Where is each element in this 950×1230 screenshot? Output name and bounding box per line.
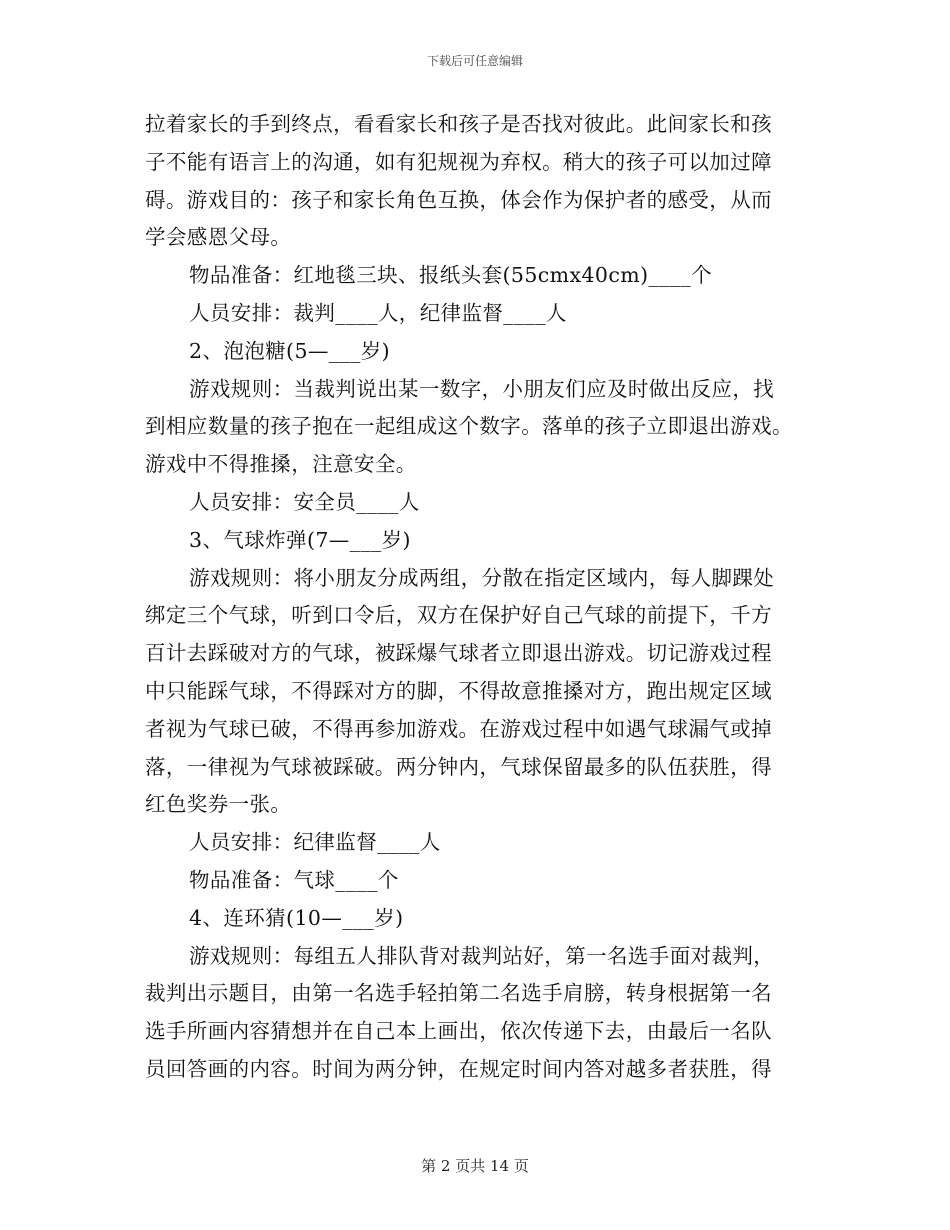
text-line: 中只能踩气球，不得踩对方的脚，不得故意推搡对方，跑出规定区域: [145, 678, 772, 703]
text-line: 游戏规则：将小朋友分成两组，分散在指定区域内，每人脚踝处: [189, 565, 775, 590]
section-heading: 4、连环猜(10—___岁): [189, 905, 404, 930]
text-line: 物品准备：红地毯三块、报纸头套(55cmx40cm)____个: [189, 263, 712, 288]
text-line: 物品准备：气球____个: [189, 867, 399, 892]
text-line: 碍。游戏目的：孩子和家长角色互换，体会作为保护者的感受，从而: [145, 187, 772, 212]
text-line: 员回答画的内容。时间为两分钟，在规定时间内答对越多者获胜，得: [145, 1056, 772, 1081]
text-line: 学会感恩父母。: [145, 225, 292, 250]
text-line: 子不能有语言上的沟通，如有犯规视为弃权。稍大的孩子可以加过障: [145, 149, 772, 174]
text-line: 者视为气球已破，不得再参加游戏。在游戏过程中如遇气球漏气或掉: [145, 716, 772, 741]
text-line: 落，一律视为气球被踩破。两分钟内，气球保留最多的队伍获胜，得: [145, 754, 772, 779]
section-heading: 3、气球炸弹(7—___岁): [189, 527, 411, 552]
text-line: 游戏规则：每组五人排队背对裁判站好，第一名选手面对裁判，: [189, 943, 775, 968]
text-line: 百计去踩破对方的气球，被踩爆气球者立即退出游戏。切记游戏过程: [145, 641, 772, 666]
page-footer: 第 2 页共 14 页: [421, 1157, 529, 1175]
text-line: 绑定三个气球，听到口令后，双方在保护好自己气球的前提下，千方: [145, 603, 772, 628]
page-header: 下载后可任意编辑: [426, 54, 523, 68]
document-body: [145, 106, 810, 1089]
text-line: 游戏规则：当裁判说出某一数字，小朋友们应及时做出反应，找: [189, 376, 775, 401]
text-line: 到相应数量的孩子抱在一起组成这个数字。落单的孩子立即退出游戏。: [145, 414, 793, 439]
text-line: 拉着家长的手到终点，看看家长和孩子是否找对彼此。此间家长和孩: [145, 112, 772, 136]
section-heading: 2、泡泡糖(5—___岁): [189, 338, 391, 363]
text-line: 人员安排：安全员____人: [189, 489, 420, 514]
text-line: 人员安排：裁判____人，纪律监督____人: [189, 300, 567, 325]
text-line: 裁判出示题目，由第一名选手轻拍第二名选手肩膀，转身根据第一名: [145, 981, 772, 1006]
text-line: 选手所画内容猜想并在自己本上画出，依次传递下去，由最后一名队: [145, 1019, 772, 1044]
text-line: 红色奖券一张。: [145, 792, 292, 817]
text-line: 游戏中不得推搡，注意安全。: [145, 452, 417, 477]
text-line: 人员安排：纪律监督____人: [189, 830, 441, 855]
